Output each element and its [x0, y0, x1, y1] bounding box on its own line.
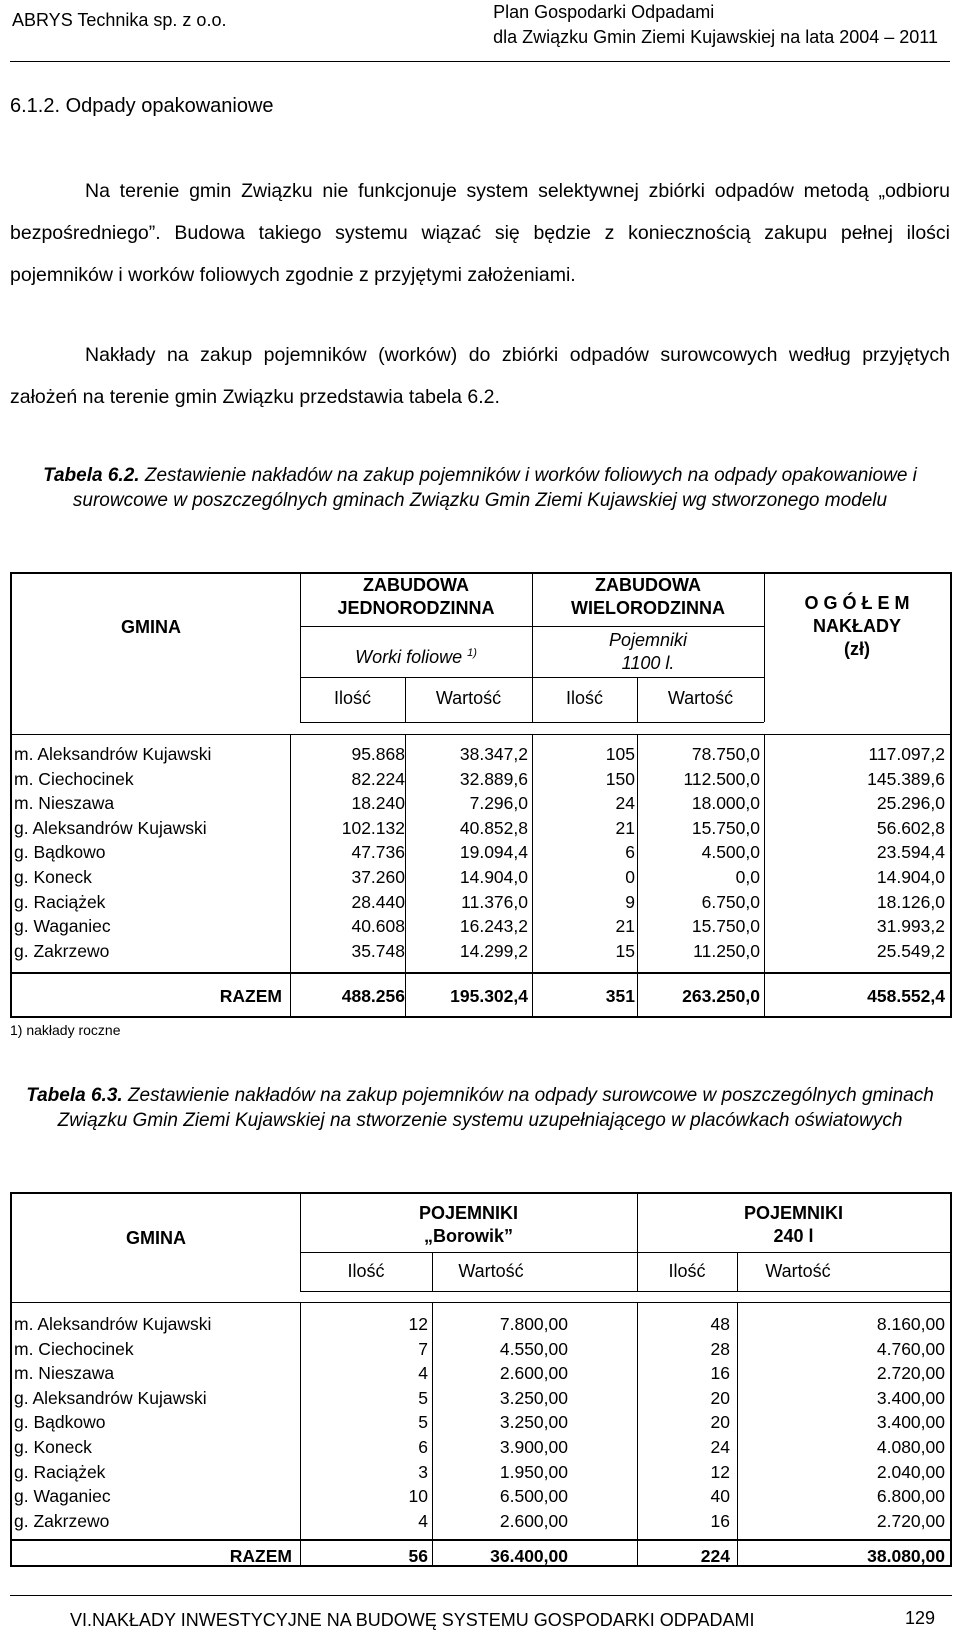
table1-sub-worki: Worki foliowe $^{1)}$: [355, 647, 477, 667]
cell-worki-ilosc: 95.868: [351, 744, 405, 764]
table-row: [12, 1312, 950, 1337]
paragraph-1: Na terenie gmin Związku nie funkcjonuje system selektywnej zbiórki odpadów metodą „odbioru bezpośredniego”. Budowa takiego systemu wiązać się będzie z koniecznością zakupu pełnej ilości pojemników i worków foliowych zgodnie z przyjętymi założeniami.: [10, 180, 950, 286]
cell-ogolem: 25.549,2: [876, 940, 945, 961]
table1-col-wielorodzinna: ZABUDOWA WIELORODZINNA: [571, 575, 725, 618]
cell-gmina: g. Raciążek: [14, 891, 106, 912]
table-row: [12, 939, 950, 964]
cell-gmina: g. Bądkowo: [14, 1412, 106, 1433]
cell-borowik-ilosc: 3: [418, 1461, 428, 1482]
footer-text: VI.NAKŁADY INWESTYCYJNE NA BUDOWĘ SYSTEMU GOSPODARKI ODPADAMI: [70, 1610, 755, 1630]
section-title: 6.1.2. Odpady opakowaniowe: [10, 95, 274, 117]
cell-pojemniki-ilosc: 150: [605, 768, 635, 789]
cell-worki-ilosc: 488.256: [341, 986, 405, 1006]
cell-ogolem: 458.552,4: [867, 986, 945, 1006]
cell-borowik-wartosc: 4.550,00: [499, 1338, 568, 1359]
cell-gmina: g. Waganiec: [14, 1486, 111, 1507]
cell-borowik-wartosc: 2.600,00: [499, 1363, 568, 1384]
table-row: [12, 816, 950, 841]
table2-total-row: [12, 1544, 950, 1569]
cell-pojemniki-wartosc: 112.500,0: [683, 768, 760, 789]
cell-pojemniki-ilosc: 351: [605, 986, 635, 1006]
table2-col-borowik: POJEMNIKI „Borowik”: [418, 1203, 519, 1246]
cell-worki-wartosc: 32.889,6: [459, 768, 528, 789]
table1-caption: [10, 463, 950, 513]
paragraph-2: Nakłady na zakup pojemników (worków) do zbiórki odpadów surowcowych według przyjętych założeń na terenie gmin Związku przedstawia tabela 6.2.: [10, 344, 950, 408]
table1-ilosc-1: Ilość: [333, 688, 371, 708]
cell-gmina: g. Aleksandrów Kujawski: [14, 1387, 207, 1408]
table-row: [12, 1337, 950, 1362]
cell-gmina: m. Aleksandrów Kujawski: [14, 744, 212, 764]
plan-title-line2: dla Związku Gmin Ziemi Kujawskiej na lata 2004 – 2011: [493, 27, 938, 47]
cell-ogolem: 31.993,2: [876, 916, 945, 937]
table-row: [12, 1435, 950, 1460]
cell-worki-ilosc: 35.748: [351, 940, 405, 961]
cell-240-wartosc: 3.400,00: [876, 1412, 945, 1433]
cell-worki-wartosc: 11.376,0: [461, 891, 528, 912]
cell-worki-wartosc: 7.296,0: [469, 793, 528, 814]
table1-caption-label: Tabela 6.2.: [43, 465, 140, 486]
cell-240-wartosc: 2.720,00: [876, 1510, 945, 1531]
cell-borowik-wartosc: 7.800,00: [499, 1314, 568, 1334]
cell-gmina: g. Waganiec: [14, 916, 111, 937]
table-row: [12, 742, 950, 767]
plan-title-line1: Plan Gospodarki Odpadami: [493, 2, 715, 22]
cell-pojemniki-wartosc: 263.250,0: [682, 986, 760, 1006]
cell-gmina: m. Ciechocinek: [14, 768, 134, 789]
cell-borowik-ilosc: 7: [418, 1338, 428, 1359]
cell-240-ilosc: 28: [710, 1338, 730, 1359]
cell-ogolem: 25.296,0: [876, 793, 945, 814]
cell-ogolem: 56.602,8: [876, 817, 945, 838]
cell-240-wartosc: 2.720,00: [876, 1363, 945, 1384]
table-row: [12, 1509, 950, 1534]
cell-pojemniki-wartosc: 6.750,0: [701, 891, 760, 912]
table1-col-jednorodzinna: ZABUDOWA JEDNORODZINNA: [337, 575, 495, 618]
cell-pojemniki-wartosc: 15.750,0: [691, 916, 760, 937]
cell-ogolem: 117.097,2: [868, 744, 945, 764]
cell-pojemniki-ilosc: 21: [615, 916, 635, 937]
cell-worki-ilosc: 28.440: [351, 891, 405, 912]
cell-worki-wartosc: 195.302,4: [450, 986, 528, 1006]
table-row: [12, 791, 950, 816]
table-row: [12, 840, 950, 865]
cell-gmina: g. Aleksandrów Kujawski: [14, 817, 207, 838]
table2-wartosc-1: Wartość: [458, 1261, 524, 1281]
total-label: RAZEM: [229, 1546, 292, 1566]
table1-ilosc-2: Ilość: [565, 688, 603, 708]
cell-worki-ilosc: 40.608: [351, 916, 405, 937]
cell-borowik-ilosc: 5: [418, 1387, 428, 1408]
cell-240-ilosc: 224: [700, 1546, 730, 1566]
page-number: 129: [905, 1608, 936, 1628]
cell-borowik-ilosc: 4: [418, 1363, 428, 1384]
table1-col-gmina: GMINA: [121, 617, 181, 637]
cell-borowik-ilosc: 4: [418, 1510, 428, 1531]
plan-title: [493, 0, 938, 50]
cell-borowik-wartosc: 2.600,00: [499, 1510, 568, 1531]
table-row: [12, 1410, 950, 1435]
table2: [10, 1192, 952, 1567]
table2-wartosc-2: Wartość: [765, 1261, 831, 1281]
cell-worki-wartosc: 40.852,8: [459, 817, 528, 838]
cell-pojemniki-ilosc: 0: [625, 867, 635, 887]
cell-worki-wartosc: 14.904,0: [459, 867, 528, 887]
cell-240-ilosc: 24: [710, 1437, 730, 1457]
cell-240-wartosc: 38.080,00: [867, 1546, 945, 1566]
cell-borowik-ilosc: 56: [408, 1546, 428, 1566]
cell-worki-wartosc: 16.243,2: [459, 916, 528, 937]
cell-gmina: m. Nieszawa: [14, 793, 115, 814]
table-row: [12, 1386, 950, 1411]
table-row: [12, 865, 950, 890]
table-row: [12, 890, 950, 915]
table1-sub-pojemniki: Pojemniki 1100 l.: [608, 630, 688, 673]
cell-borowik-wartosc: 1.950,00: [499, 1461, 568, 1482]
cell-ogolem: 18.126,0: [876, 891, 945, 912]
table1-wartosc-1: Wartość: [435, 688, 502, 708]
cell-borowik-ilosc: 10: [408, 1486, 428, 1507]
cell-worki-ilosc: 37.260: [351, 867, 405, 887]
cell-pojemniki-wartosc: 11.250,0: [693, 940, 760, 961]
cell-pojemniki-wartosc: 78.750,0: [691, 744, 760, 764]
cell-gmina: m. Ciechocinek: [14, 1338, 134, 1359]
table2-caption-text: Zestawienie nakładów na zakup pojemników na odpady surowcowe w poszczególnych gminach Związku Gmin Ziemi Kujawskiej na stworzenie systemu uzupełniającego w placówkach oświatowych: [57, 1085, 934, 1131]
table1-footnote: 1) nakłady roczne: [10, 1022, 121, 1038]
footer-rule: [10, 1595, 952, 1596]
table-row: [12, 1361, 950, 1386]
cell-240-ilosc: 20: [710, 1387, 730, 1408]
cell-gmina: g. Zakrzewo: [14, 940, 110, 961]
table1: [10, 572, 952, 1018]
cell-ogolem: 14.904,0: [876, 867, 945, 887]
cell-borowik-ilosc: 5: [418, 1412, 428, 1433]
cell-gmina: m. Nieszawa: [14, 1363, 115, 1384]
cell-240-wartosc: 6.800,00: [876, 1486, 945, 1507]
cell-worki-wartosc: 14.299,2: [459, 940, 528, 961]
cell-240-ilosc: 12: [710, 1461, 730, 1482]
cell-240-wartosc: 3.400,00: [876, 1387, 945, 1408]
table-row: [12, 1460, 950, 1485]
table1-total-row: [12, 984, 950, 1009]
cell-worki-wartosc: 19.094,4: [459, 842, 528, 863]
cell-borowik-ilosc: 12: [408, 1314, 428, 1334]
cell-worki-ilosc: 102.132: [341, 817, 405, 838]
cell-240-wartosc: 8.160,00: [876, 1314, 945, 1334]
company-name: ABRYS Technika sp. z o.o.: [12, 10, 227, 30]
total-label: RAZEM: [219, 986, 282, 1006]
cell-pojemniki-ilosc: 9: [625, 891, 635, 912]
cell-240-wartosc: 4.760,00: [876, 1338, 945, 1359]
table-row: [12, 767, 950, 792]
cell-pojemniki-ilosc: 15: [615, 940, 635, 961]
cell-pojemniki-wartosc: 0,0: [735, 867, 760, 887]
table-row: [12, 1484, 950, 1509]
cell-borowik-wartosc: 6.500,00: [499, 1486, 568, 1507]
table2-col-240: POJEMNIKI 240 l: [743, 1203, 844, 1246]
table2-caption-label: Tabela 6.3.: [26, 1085, 123, 1106]
cell-worki-ilosc: 47.736: [351, 842, 405, 863]
cell-pojemniki-ilosc: 24: [615, 793, 635, 814]
cell-240-wartosc: 2.040,00: [876, 1461, 945, 1482]
cell-worki-wartosc: 38.347,2: [459, 744, 528, 764]
cell-pojemniki-ilosc: 105: [605, 744, 635, 764]
table1-caption-text: Zestawienie nakładów na zakup pojemników i worków foliowych na odpady opakowaniowe i surowcowe w poszczególnych gminach Związku Gmin Ziemi Kujawskiej wg stworzonego modelu: [72, 465, 917, 511]
cell-ogolem: 23.594,4: [876, 842, 945, 863]
cell-pojemniki-wartosc: 4.500,0: [701, 842, 760, 863]
cell-gmina: g. Koneck: [14, 867, 92, 887]
cell-worki-ilosc: 18.240: [351, 793, 405, 814]
cell-pojemniki-ilosc: 6: [625, 842, 635, 863]
cell-240-wartosc: 4.080,00: [876, 1437, 945, 1457]
cell-240-ilosc: 16: [710, 1510, 730, 1531]
cell-240-ilosc: 20: [710, 1412, 730, 1433]
cell-borowik-wartosc: 3.250,00: [499, 1412, 568, 1433]
cell-ogolem: 145.389,6: [867, 768, 945, 789]
table2-col-gmina: GMINA: [126, 1228, 186, 1248]
cell-worki-ilosc: 82.224: [351, 768, 405, 789]
cell-gmina: g. Koneck: [14, 1437, 92, 1457]
page-header: [10, 0, 950, 62]
cell-gmina: g. Bądkowo: [14, 842, 106, 863]
cell-borowik-ilosc: 6: [418, 1437, 428, 1457]
table-row: [12, 914, 950, 939]
cell-borowik-wartosc: 36.400,00: [490, 1546, 568, 1566]
cell-gmina: g. Raciążek: [14, 1461, 106, 1482]
table2-caption: [10, 1083, 950, 1133]
cell-gmina: m. Aleksandrów Kujawski: [14, 1314, 212, 1334]
cell-pojemniki-ilosc: 21: [615, 817, 635, 838]
cell-240-ilosc: 16: [710, 1363, 730, 1384]
table1-wartosc-2: Wartość: [667, 688, 734, 708]
cell-240-ilosc: 40: [710, 1486, 730, 1507]
cell-borowik-wartosc: 3.250,00: [499, 1387, 568, 1408]
cell-gmina: g. Zakrzewo: [14, 1510, 110, 1531]
cell-borowik-wartosc: 3.900,00: [499, 1437, 568, 1457]
cell-240-ilosc: 48: [710, 1314, 730, 1334]
cell-pojemniki-wartosc: 18.000,0: [691, 793, 760, 814]
table1-col-ogolem: O G Ó Ł E M NAKŁADY (zł): [804, 593, 910, 659]
cell-pojemniki-wartosc: 15.750,0: [691, 817, 760, 838]
table2-ilosc-1: Ilość: [347, 1261, 385, 1281]
table2-ilosc-2: Ilość: [668, 1261, 706, 1281]
